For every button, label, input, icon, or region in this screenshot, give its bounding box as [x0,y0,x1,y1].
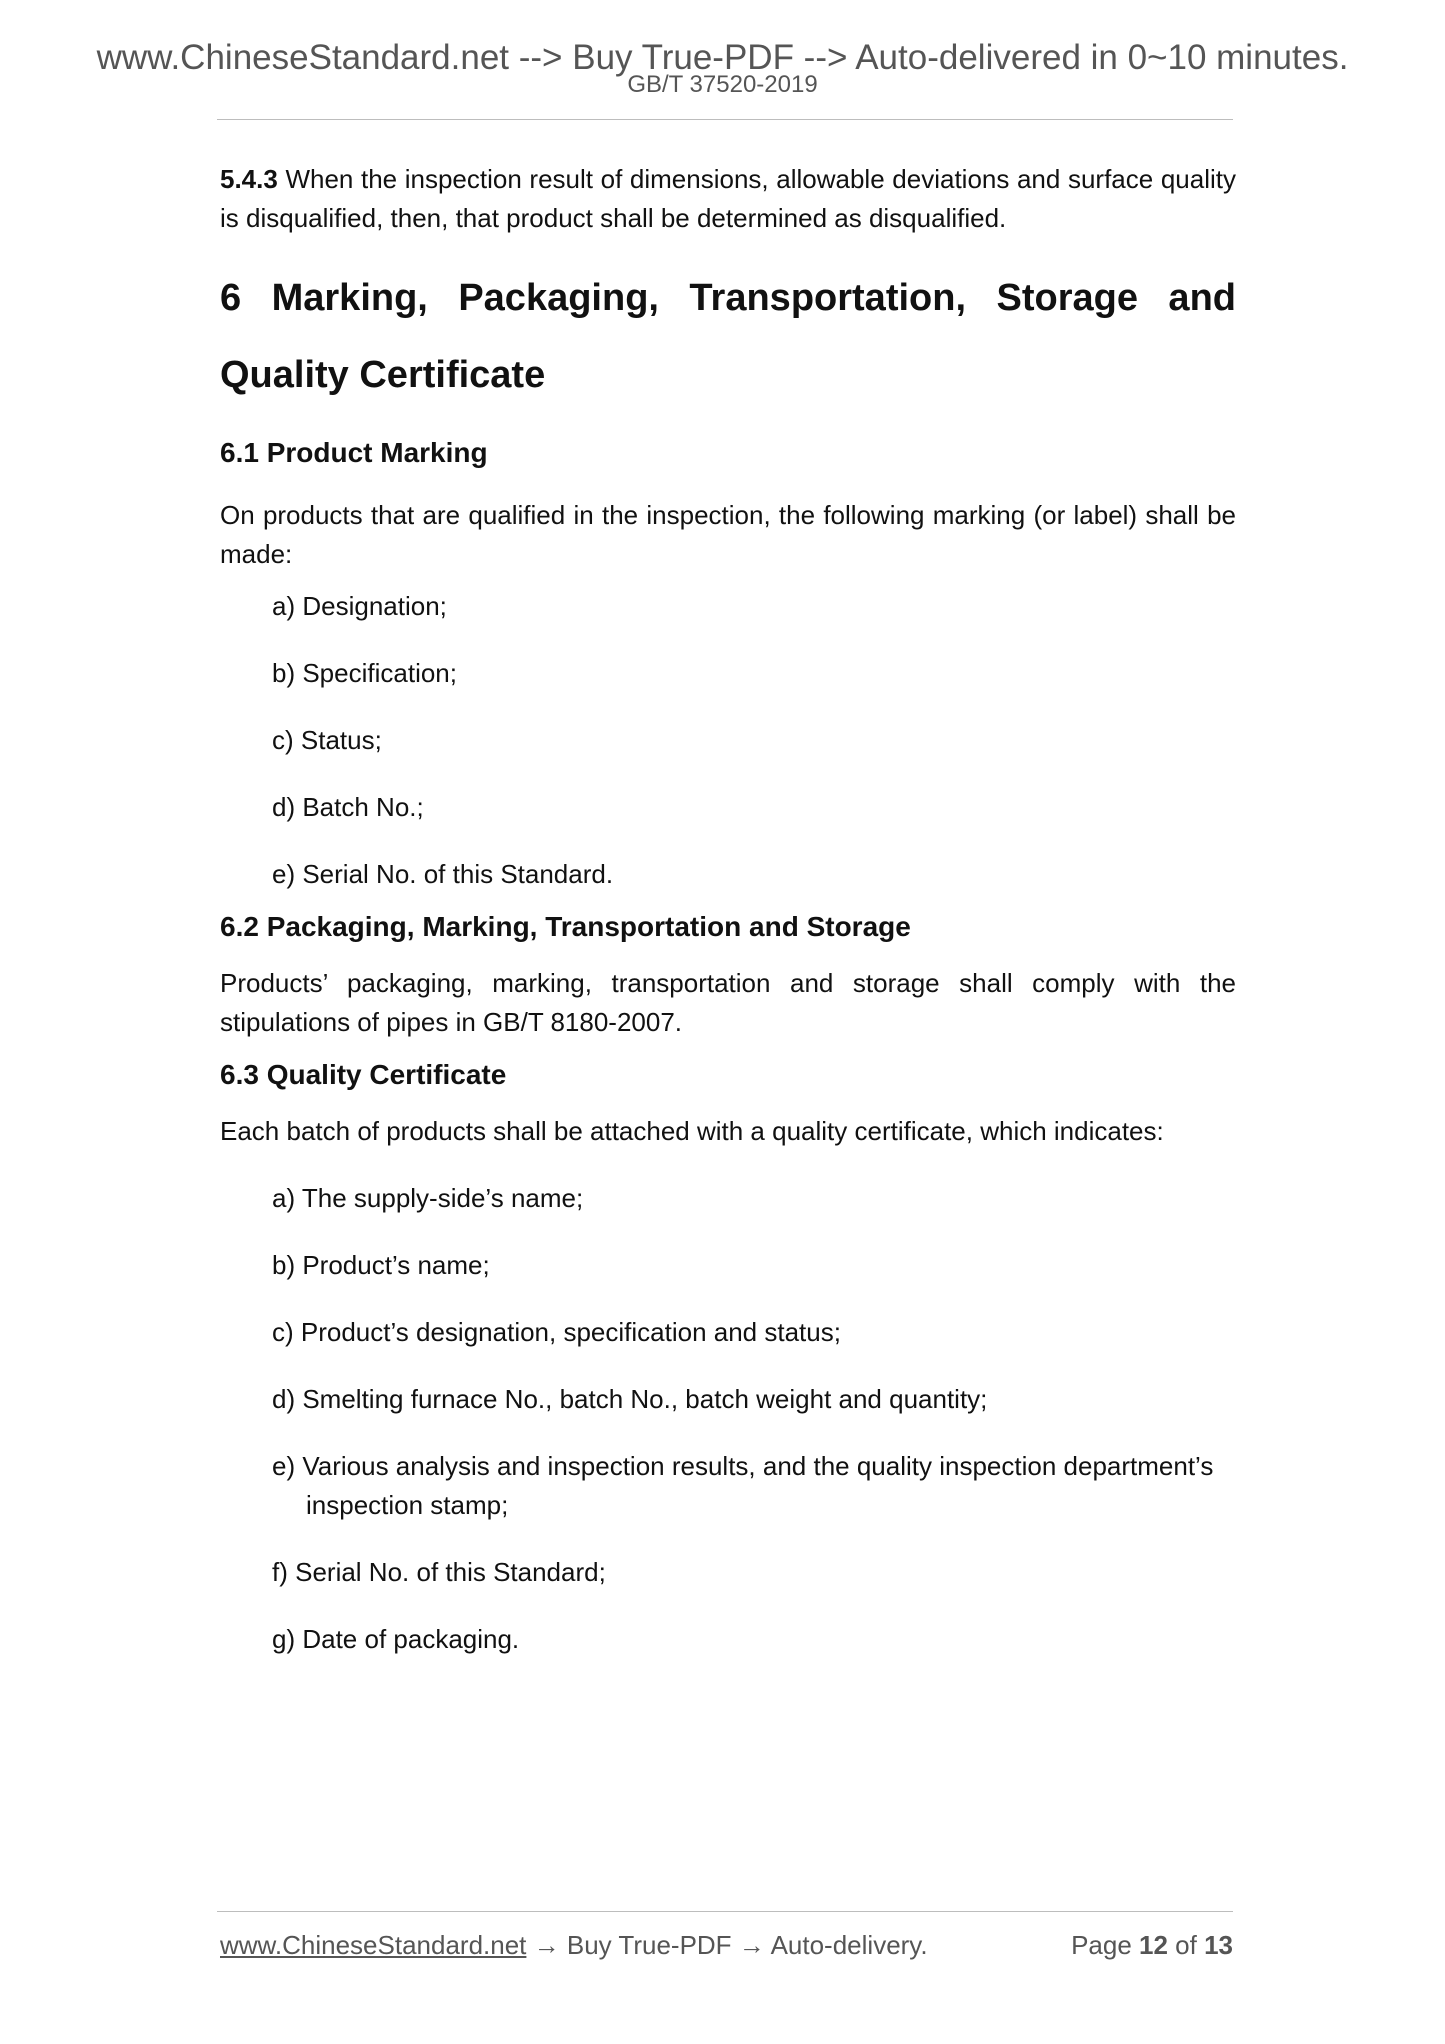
subsection-6-3-title: 6.3 Quality Certificate [220,1059,507,1090]
clause-text: When the inspection result of dimensions, allowable deviations and surface quality is disqualified, then, that product shall be determined as disqualified. [220,164,1236,233]
clause-number: 5.4.3 [220,164,278,194]
page-of: of [1167,1930,1205,1960]
list-item: a) The supply-side’s name; [272,1183,584,1213]
list-item: b) Specification; [272,658,457,688]
list-item: c) Product’s designation, specification and status; [272,1317,841,1347]
list-item: a) Designation; [272,591,447,621]
clause-5-4-3 [220,160,1236,238]
list-item: d) Batch No.; [272,792,424,822]
footer-tagline: → Buy True-PDF → Auto-delivery. [526,1930,928,1960]
list-item: e) Various analysis and inspection results, and the quality inspection department’s [272,1451,1214,1481]
list-item: d) Smelting furnace No., batch No., batch weight and quantity; [272,1384,988,1414]
marking-list [220,587,1236,894]
subsection-6-2-title: 6.2 Packaging, Marking, Transportation and Storage [220,911,911,942]
footer-left [220,1925,928,1965]
subsection-6-2-text: Products’ packaging, marking, transportation and storage shall comply with the stipulations of pipes in GB/T 8180-2007. [220,968,1236,1037]
list-item-continuation [220,1486,1236,1525]
page-content [220,160,1236,1659]
page-number [1071,1925,1233,1965]
page-label: Page [1071,1930,1140,1960]
subsection-6-1-intro: On products that are qualified in the inspection, the following marking (or label) shall be made: [220,500,1236,569]
page-footer [220,1925,1233,1965]
subsection-6-3-intro: Each batch of products shall be attached with a quality certificate, which indicates: [220,1116,1164,1146]
page-current: 12 [1139,1930,1168,1960]
header-divider [217,119,1233,120]
list-item: g) Date of packaging. [272,1624,520,1654]
list-item: e) Serial No. of this Standard. [272,859,614,889]
section-6-title: 6 Marking, Packaging, Transportation, Storage and Quality Certificate [220,277,1236,396]
list-item: f) Serial No. of this Standard; [272,1557,606,1587]
footer-divider [217,1911,1233,1912]
page-total: 13 [1204,1930,1233,1960]
subsection-6-1-title: 6.1 Product Marking [220,437,488,468]
footer-site-link[interactable]: www.ChineseStandard.net [220,1930,527,1960]
list-item: b) Product’s name; [272,1250,490,1280]
list-item-continuation-text: inspection stamp; [306,1490,509,1520]
standard-code: GB/T 37520-2019 [627,71,818,98]
list-item: c) Status; [272,725,382,755]
header-banner: www.ChineseStandard.net --> Buy True-PDF --> Auto-delivered in 0~10 minutes. [96,38,1349,77]
certificate-list [220,1179,1236,1659]
